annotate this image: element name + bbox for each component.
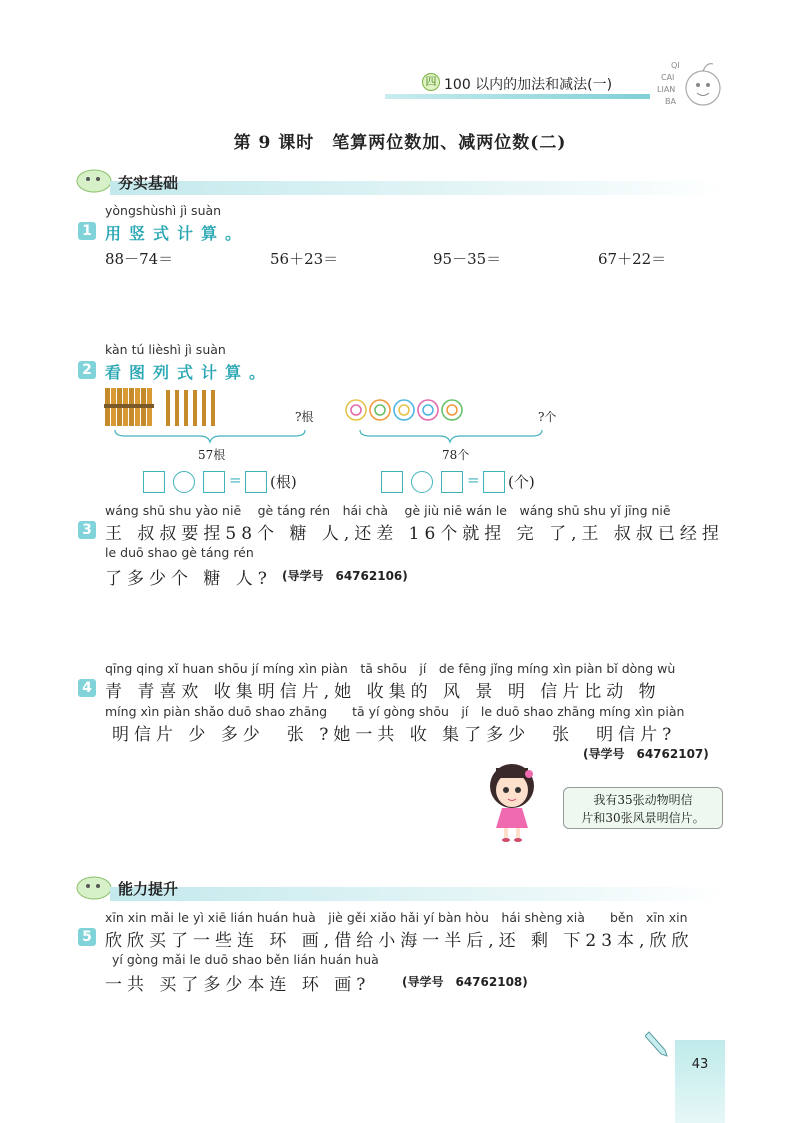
bubble-line-2: 片和30张风景明信片。 [581, 811, 705, 825]
bead-ring-icon [418, 400, 438, 420]
stick-bundle-icon [104, 388, 154, 426]
q4-pinyin-2: míng xìn piàn shǎo duō shao zhāng tā yí gòng shōu jí le duō shao zhāng míng xìn piàn [105, 704, 685, 719]
q3-guide-number: (导学号 64762106) [282, 569, 408, 583]
bead-ring-icon [442, 400, 462, 420]
logo-letters-lian: LIAN [657, 85, 676, 94]
q5-text-line-2: 一共 买了多少本连 环 画? [105, 975, 371, 995]
q3-number: 3 [78, 521, 96, 539]
logo-letters-qi: QI [671, 61, 680, 70]
q3-pinyin-1: wáng shū shu yào niē gè táng rén hái chà gè jiù niē wán le wáng shū shu yǐ jīng niē [105, 503, 671, 518]
speech-bubble [563, 787, 723, 829]
operator-circle[interactable] [173, 471, 195, 493]
section-title-advanced: 能力提升 [118, 880, 179, 898]
chapter-title: 100 以内的加法和减法(一) [444, 77, 613, 93]
q4-text-line-1: 青 青喜欢 收集明信片,她 收集的 风 景 明 信片比动 物 [105, 682, 661, 702]
q2-left-total: 57根 [198, 448, 226, 462]
page-number-tab [675, 1040, 725, 1123]
equals-sign: = [467, 471, 480, 489]
operator-circle[interactable] [411, 471, 433, 493]
answer-box[interactable] [245, 471, 267, 493]
q1-expr-1: 88－74＝ [105, 250, 174, 268]
q5-number: 5 [78, 928, 96, 946]
bead-ring-icon [346, 400, 366, 420]
q2-left-unknown: ?根 [295, 410, 314, 424]
q2-number: 2 [78, 361, 96, 379]
apple-logo-icon [645, 52, 725, 120]
q1-number: 1 [78, 222, 96, 240]
q1-expr-2: 56＋23＝ [270, 250, 339, 268]
q2-right-unknown: ?个 [538, 410, 557, 424]
q2-left-unit: (根) [270, 473, 297, 491]
q5-guide-number: (导学号 64762108) [402, 975, 528, 989]
q2-right-total: 78个 [442, 448, 470, 462]
q4-text-line-2: 明信片 少 多少 张 ?她一共 收 集了多少 张 明信片? [112, 725, 677, 745]
section-bar [110, 887, 725, 901]
q3-text-line-2: 了多少个 糖 人? [105, 569, 272, 589]
unit-badge: 四 [422, 73, 440, 91]
bubble-line-1: 我有35张动物明信 [593, 793, 693, 807]
girl-icon [478, 762, 548, 844]
q1-instruction: 用竖式计算。 [105, 224, 250, 243]
equals-sign: = [229, 471, 242, 489]
q5-pinyin-2: yí gòng mǎi le duō shao běn lián huán huà [112, 952, 379, 967]
header-bar [385, 94, 650, 99]
logo-letters-cai: CAI [661, 73, 675, 82]
q2-right-unit: (个) [508, 473, 535, 491]
q4-pinyin-1: qīng qing xǐ huan shōu jí míng xìn piàn tā shōu jí de fēng jǐng míng xìn piàn bǐ dòng wù [105, 661, 676, 676]
section-title-basics: 夯实基础 [118, 174, 179, 192]
q5-text-line-1: 欣欣买了一些连 环 画,借给小海一半后,还 剩 下23本,欣欣 [105, 931, 694, 951]
answer-box[interactable] [483, 471, 505, 493]
q3-pinyin-2: le duō shao gè táng rén [105, 545, 254, 560]
answer-box[interactable] [203, 471, 225, 493]
q4-guide-number: (导学号 64762107) [583, 747, 709, 761]
answer-box[interactable] [441, 471, 463, 493]
answer-box[interactable] [381, 471, 403, 493]
bead-ring-icon [370, 400, 390, 420]
q4-number: 4 [78, 679, 96, 697]
q2-pinyin: kàn tú lièshì jì suàn [105, 342, 226, 357]
q3-text-line-1: 王 叔叔要捏58个 糖 人,还差 16个就捏 完 了,王 叔叔已经捏 [105, 524, 724, 544]
pencil-icon [645, 1028, 671, 1058]
q2-instruction: 看图列式计算。 [105, 363, 274, 382]
single-sticks-icon [166, 390, 215, 426]
q1-expr-3: 95－35＝ [433, 250, 502, 268]
q1-expr-4: 67＋22＝ [598, 250, 667, 268]
q5-pinyin-1: xīn xin mǎi le yì xiē lián huán huà jiè gěi xiǎo hǎi yí bàn hòu hái shèng xià běn xīn xin [105, 910, 688, 925]
logo-letters-ba: BA [665, 97, 676, 106]
q1-pinyin: yòngshùshì jì suàn [105, 203, 222, 218]
page-number: 43 [691, 1057, 709, 1072]
answer-box[interactable] [143, 471, 165, 493]
section-bar [110, 181, 725, 195]
bead-ring-icon [394, 400, 414, 420]
lesson-title: 第 9 课时 笔算两位数加、减两位数(二) [233, 133, 567, 153]
